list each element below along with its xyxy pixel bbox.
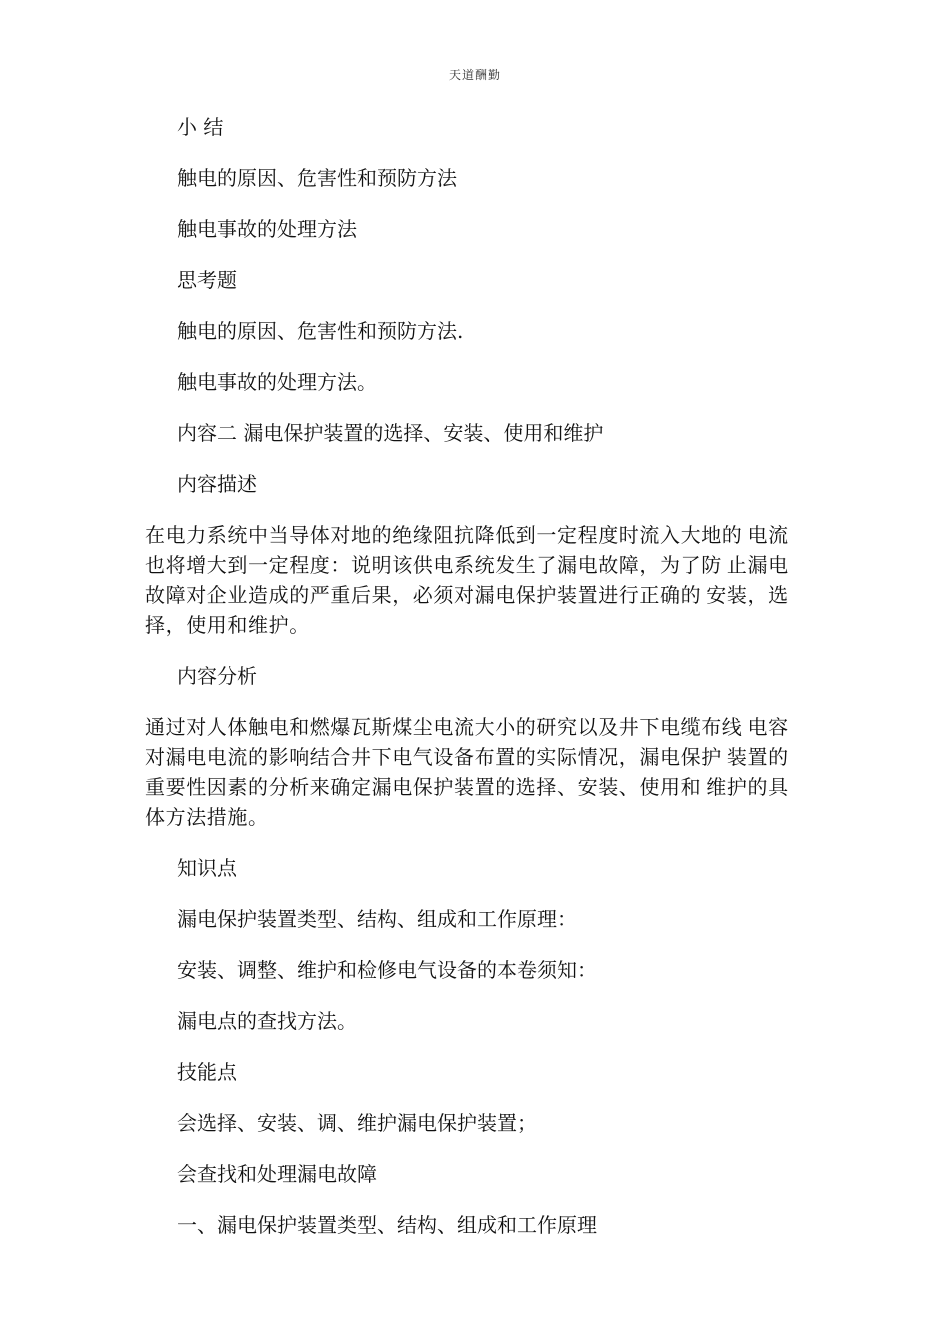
heading-skills: 技能点 bbox=[177, 1060, 237, 1084]
heading-summary: 小 结 bbox=[177, 115, 224, 139]
analysis-paragraph bbox=[145, 712, 805, 832]
paragraph-line: 止漏电故障对企业造成的严重后果，必须对漏电保护装置进行正确的 bbox=[145, 553, 789, 607]
skill-item: 会查找和处理漏电故障 bbox=[177, 1162, 377, 1186]
heading-knowledge: 知识点 bbox=[177, 856, 237, 880]
paragraph-line: 电容对漏电电流的影响结合井下电气设备布置的实际情况，漏电保护 bbox=[145, 715, 789, 769]
paragraph-line: 在电力系统中当导体对地的绝缘阻抗降低到一定程度时流入大地的 bbox=[145, 523, 743, 547]
knowledge-item: 安装、调整、维护和检修电气设备的本卷须知： bbox=[177, 958, 597, 982]
knowledge-item: 漏电点的查找方法。 bbox=[177, 1009, 357, 1033]
heading-description: 内容描述 bbox=[177, 472, 257, 496]
heading-analysis: 内容分析 bbox=[177, 664, 257, 688]
skill-item: 会选择、安装、调、维护漏电保护装置； bbox=[177, 1111, 537, 1135]
page-header: 天道酬勤 bbox=[448, 68, 501, 82]
question-item: 触电的原因、危害性和预防方法. bbox=[177, 319, 464, 343]
paragraph-line: 安装，选择，使用和维护。 bbox=[145, 583, 789, 637]
knowledge-item: 漏电保护装置类型、结构、组成和工作原理： bbox=[177, 907, 577, 931]
subsection-title: 一、漏电保护装置类型、结构、组成和工作原理 bbox=[177, 1213, 597, 1237]
summary-item: 触电的原因、危害性和预防方法 bbox=[177, 166, 457, 190]
description-paragraph bbox=[145, 520, 805, 640]
section-title: 内容二 漏电保护装置的选择、安装、使用和维护 bbox=[177, 421, 604, 445]
question-item: 触电事故的处理方法。 bbox=[177, 370, 377, 394]
paragraph-line: 装置的重要性因素的分析来确定漏电保护装置的选择、安装、使用和 bbox=[145, 745, 789, 799]
heading-questions: 思考题 bbox=[177, 268, 237, 292]
paragraph-line: 通过对人体触电和燃爆瓦斯煤尘电流大小的研究以及井下电缆布线 bbox=[145, 715, 743, 739]
summary-item: 触电事故的处理方法 bbox=[177, 217, 357, 241]
paragraph-line: 维护的具体方法措施。 bbox=[145, 775, 789, 829]
paragraph-line: 电流也将增大到一定程度：说明该供电系统发生了漏电故障，为了防 bbox=[145, 523, 789, 577]
document-body bbox=[145, 112, 805, 1261]
